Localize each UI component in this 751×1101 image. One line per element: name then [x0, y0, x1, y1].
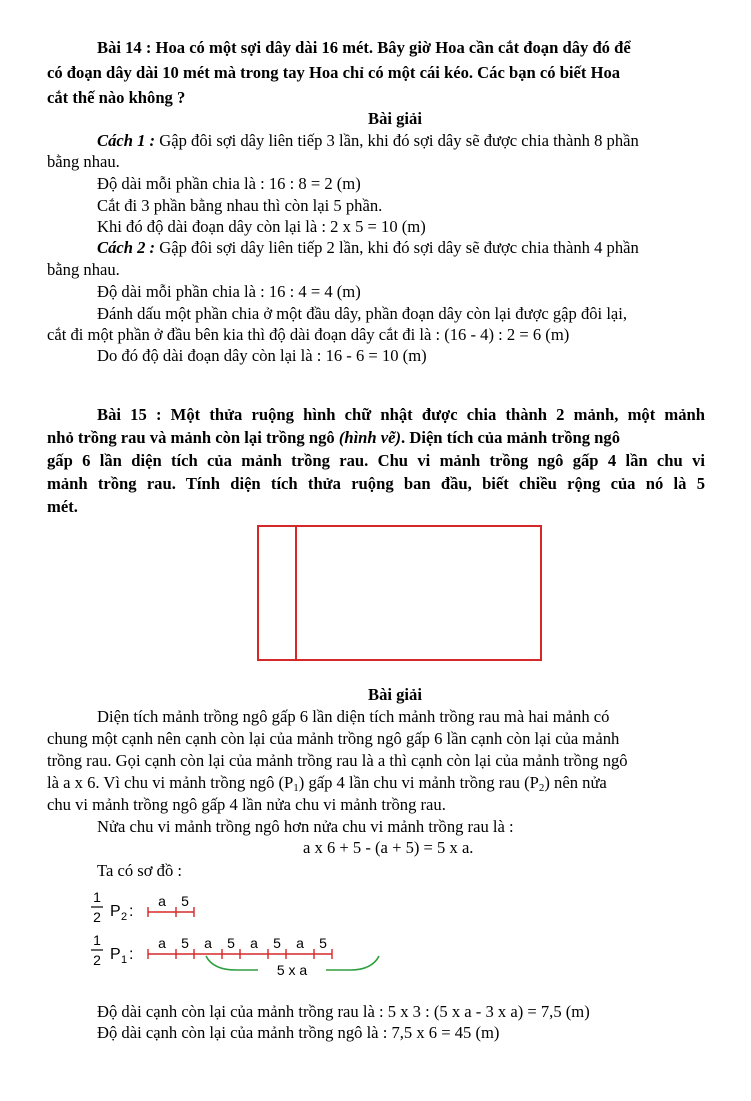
p1-segment-label: a — [250, 935, 258, 951]
solution-equation: a x 6 + 5 - (a + 5) = 5 x a. — [303, 838, 474, 857]
way1-label: Cách 1 : — [97, 131, 156, 150]
p2-segment-line — [148, 893, 194, 917]
solution-line1: Diện tích mảnh trồng ngô gấp 6 lần diện tích mảnh trồng rau mà hai mảnh có — [97, 707, 610, 726]
p1-segment-label: a — [204, 935, 212, 951]
way2-line5: cắt đi một phần ở đầu bên kia thì độ dài đoạn dây cắt đi là : (16 - 4) : 2 = 6 (m) — [47, 325, 570, 344]
problem14-solution-title: Bài giải — [368, 109, 422, 128]
p1-label: P — [110, 946, 121, 963]
diagram-intro: Ta có sơ đồ : — [97, 861, 183, 880]
p1-segment-label: a — [296, 935, 304, 951]
way2-line2: bằng nhau. — [47, 260, 120, 279]
field-figure — [250, 520, 550, 666]
p2-segment-label: a — [158, 893, 166, 909]
way1-line2: bằng nhau. — [47, 152, 120, 171]
way2-line4: Đánh dấu một phần chia ở một đầu dây, phần đoạn dây còn lại được gập đôi lại, — [97, 304, 628, 323]
solution-line4-b: ) gấp 4 lần chu vi mảnh trồng rau (P — [298, 773, 539, 792]
solution-line4-c: ) nên nửa — [544, 773, 607, 792]
problem14-intro-line1: Bài 14 : Hoa có một sợi dây dài 16 mét. Bây giờ Hoa cần cắt đoạn dây đó để — [97, 38, 631, 57]
problem15-intro-line4: mảnh trồng rau. Tính diện tích thửa ruộng ban đầu, biết chiều rộng của nó là 5 — [47, 474, 705, 493]
p2-segment-label: 5 — [181, 893, 189, 909]
p1-subscript: 1 — [293, 782, 299, 794]
p2-subscript: 2 — [538, 782, 545, 794]
way1-line3: Độ dài mỗi phần chia là : 16 : 8 = 2 (m) — [97, 174, 361, 193]
p2-fraction-numerator: 1 — [93, 889, 101, 905]
p1-segment-label: 5 — [273, 935, 281, 951]
way2-line3: Độ dài mỗi phần chia là : 16 : 4 = 4 (m) — [97, 282, 361, 301]
way2-line6: Do đó độ dài đoạn dây còn lại là : 16 - 6 = 10 (m) — [97, 346, 427, 365]
solution-line6: Nửa chu vi mảnh trồng ngô hơn nửa chu vi mảnh trồng rau là : — [97, 817, 514, 836]
problem15-intro-line2 — [47, 428, 620, 448]
solution-line5: chu vi mảnh trồng ngô gấp 4 lần nửa chu vi mảnh trồng rau. — [47, 795, 446, 814]
brace-label: 5 x a — [276, 962, 308, 978]
p1-segment-label: 5 — [319, 935, 327, 951]
p2-fraction-denominator: 2 — [93, 909, 101, 925]
problem15-intro-line5: mét. — [47, 497, 78, 516]
p2-label: P — [110, 903, 121, 920]
way1-line1 — [97, 131, 639, 151]
p1-colon: : — [129, 946, 134, 963]
segment-diagram — [88, 888, 408, 984]
p2-label-sub: 2 — [121, 911, 128, 923]
p1-fraction-denominator: 2 — [93, 952, 101, 968]
way2-text: Gập đôi sợi dây liên tiếp 2 lần, khi đó sợi dây sẽ được chia thành 4 phần — [155, 238, 639, 257]
way1-text: Gập đôi sợi dây liên tiếp 3 lần, khi đó sợi dây sẽ được chia thành 8 phần — [155, 131, 639, 150]
problem14-intro-line3: cắt thế nào không ? — [47, 88, 186, 107]
problem15-intro-line2-c: . Diện tích của mảnh trồng ngô — [401, 428, 621, 447]
solution-line4 — [47, 773, 607, 793]
problem15-solution-title: Bài giải — [368, 685, 422, 704]
way2-label: Cách 2 : — [97, 238, 156, 257]
way2-line1 — [97, 238, 639, 258]
answer-line1: Độ dài cạnh còn lại của mảnh trồng rau là : 5 x 3 : (5 x a - 3 x a) = 7,5 (m) — [97, 1002, 590, 1021]
p1-segment-label: 5 — [181, 935, 189, 951]
problem15-intro-line2-a: nhỏ trồng rau và mảnh còn lại trồng ngô — [47, 428, 339, 447]
solution-line2: chung một cạnh nên cạnh còn lại của mảnh trồng ngô gấp 6 lần cạnh còn lại của mảnh — [47, 729, 620, 748]
p1-fraction-numerator: 1 — [93, 932, 101, 948]
solution-line3: trồng rau. Gọi cạnh còn lại của mảnh trồng rau là a thì cạnh còn lại của mảnh trồng ngô — [47, 751, 628, 770]
field-outline — [258, 526, 541, 660]
p2-colon: : — [129, 903, 134, 920]
p1-segment-line — [148, 935, 332, 959]
answer-line2: Độ dài cạnh còn lại của mảnh trồng ngô là : 7,5 x 6 = 45 (m) — [97, 1023, 500, 1042]
way1-line4: Cắt đi 3 phần bằng nhau thì còn lại 5 phần. — [97, 196, 383, 215]
p1-segment-label: 5 — [227, 935, 235, 951]
figure-reference: (hình vẽ) — [338, 428, 402, 447]
p1-segment-label: a — [158, 935, 166, 951]
p1-label-sub: 1 — [121, 954, 128, 966]
way1-line5: Khi đó độ dài đoạn dây còn lại là : 2 x 5 = 10 (m) — [97, 217, 426, 236]
solution-line4-a: là a x 6. Vì chu vi mảnh trồng ngô (P — [47, 773, 294, 792]
problem15-intro-line1: Bài 15 : Một thửa ruộng hình chữ nhật được chia thành 2 mảnh, một mảnh — [97, 405, 705, 424]
problem15-intro-line3: gấp 6 lần diện tích của mảnh trồng rau. Chu vi mảnh trồng ngô gấp 4 lần chu vi — [47, 451, 705, 470]
problem14-intro-line2: có đoạn dây dài 10 mét mà trong tay Hoa chỉ có một cái kéo. Các bạn có biết Hoa — [47, 63, 621, 82]
